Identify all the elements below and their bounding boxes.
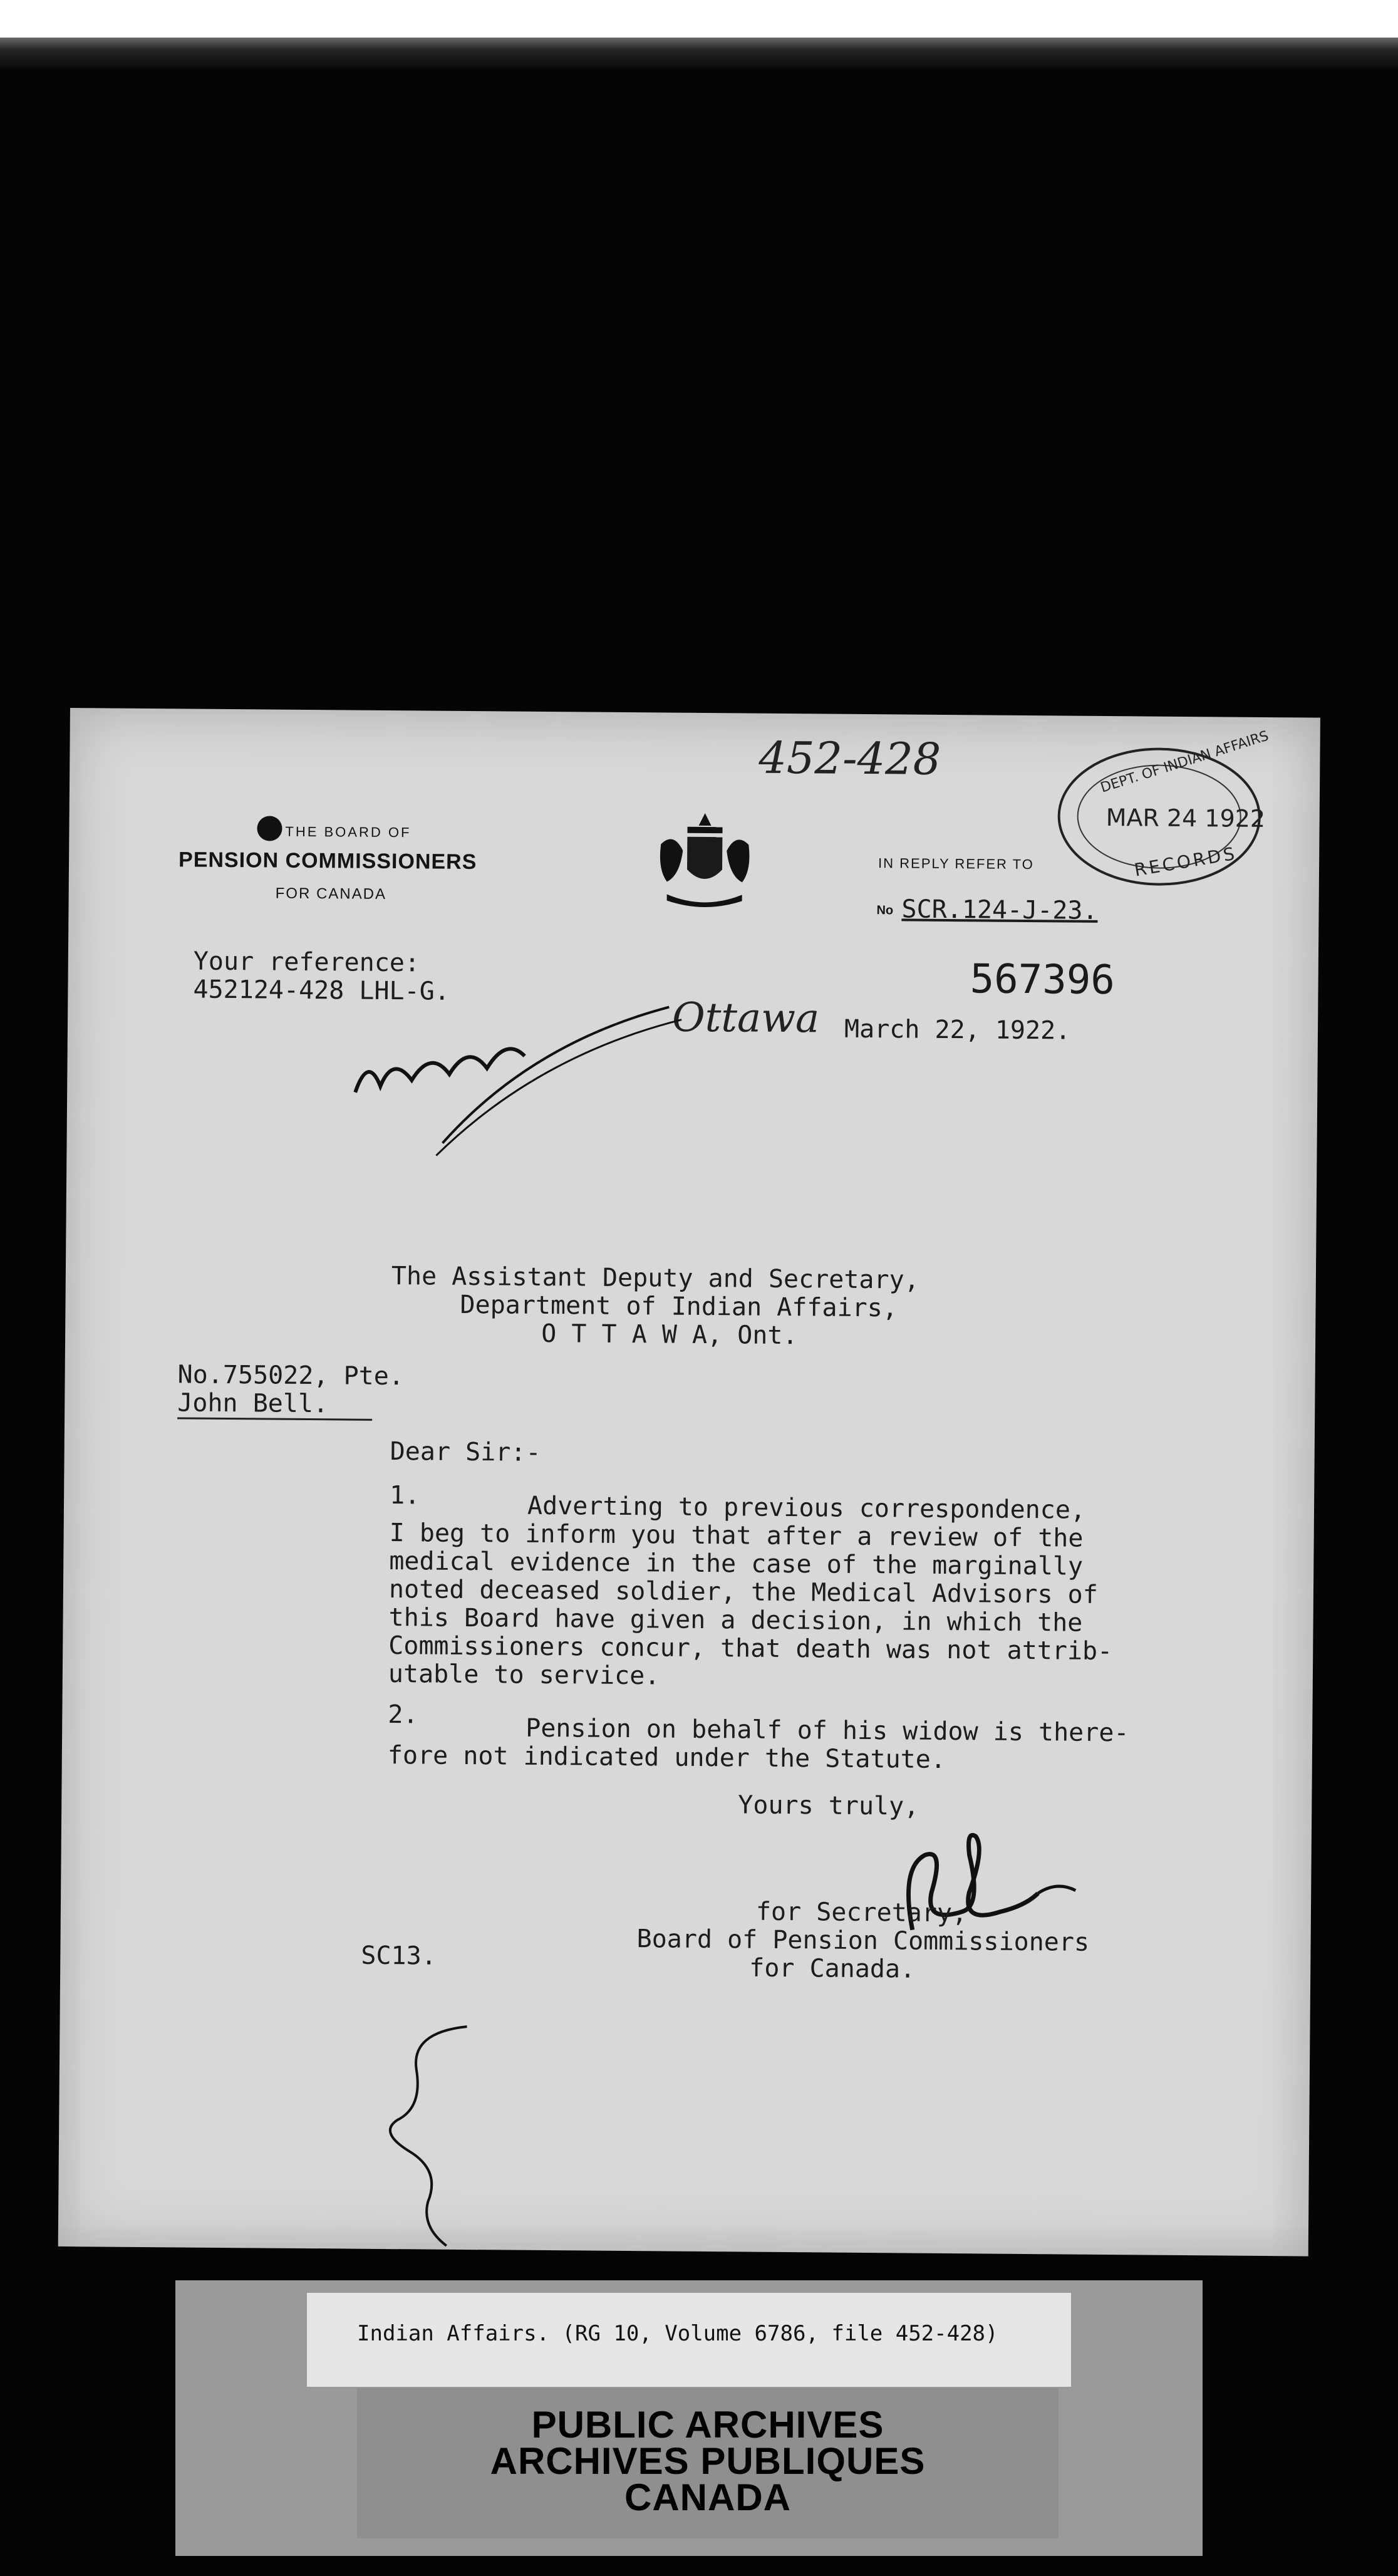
paragraph-1-line-2: I beg to inform you that after a review of the (389, 1519, 1084, 1553)
stamp-top-text: DEPT. OF INDIAN AFFAIRS (1099, 728, 1271, 796)
paragraph-1-line-6: Commissioners concur, that death was not attrib- (388, 1631, 1113, 1666)
film-edge (0, 38, 1398, 69)
archive-line-2: ARCHIVES PUBLIQUES (490, 2440, 926, 2482)
archive-citation: Indian Affairs. (RG 10, Volume 6786, file 452-428) (357, 2321, 998, 2346)
archive-citation-card (307, 2293, 1071, 2387)
closing: Yours truly, (738, 1790, 919, 1821)
reply-refer-label: IN REPLY REFER TO (878, 855, 1034, 873)
coat-of-arms-icon (648, 806, 761, 913)
paragraph-1-line-1: Adverting to previous correspondence, (527, 1491, 1086, 1525)
stamp-bottom-text: RECORDS (1132, 843, 1239, 881)
paragraph-2-line-1: Pension on behalf of his widow is there- (526, 1713, 1129, 1748)
archive-stamp (357, 2388, 1059, 2538)
paragraph-1-line-3: medical evidence in the case of the marginally (389, 1547, 1084, 1581)
paragraph-1-line-5: this Board have given a decision, in which the (388, 1603, 1083, 1638)
typist-code: SC13. (361, 1941, 437, 1971)
letterhead-line-2: PENSION COMMISSIONERS (178, 848, 477, 875)
number-label: No (876, 903, 894, 918)
punch-hole (257, 816, 282, 841)
salutation: Dear Sir:- (390, 1437, 541, 1467)
your-reference-value: 452124-428 LHL-G. (193, 975, 450, 1006)
place-ottawa: Ottawa (671, 994, 820, 1042)
signature-line-1: for Secretary, (755, 1897, 968, 1928)
film-top-strip (0, 0, 1398, 38)
registry-number: 567396 (970, 956, 1116, 1004)
addressee-line-1: The Assistant Deputy and Secretary, (391, 1262, 919, 1295)
archive-line-3: CANADA (624, 2476, 791, 2518)
margin-scribble (371, 2013, 499, 2253)
subject-line-2: John Bell. (177, 1388, 372, 1420)
letterhead-line-3: FOR CANADA (275, 885, 387, 903)
handwritten-initials (342, 979, 719, 1170)
letterhead-line-1: THE BOARD OF (285, 823, 412, 841)
paragraph-2-line-2: fore not indicated under the Statute. (387, 1741, 946, 1775)
stamp-date: MAR 24 1922 (1105, 803, 1266, 833)
signature-line-2: Board of Pension Commissioners (636, 1924, 1090, 1957)
paragraph-1-number: 1. (389, 1481, 420, 1510)
paragraph-2-number: 2. (388, 1700, 418, 1730)
addressee-line-3: O T T A W A, Ont. (541, 1319, 798, 1351)
signature-line-3: for Canada. (749, 1953, 916, 1984)
your-reference-label: Your reference: (193, 947, 420, 978)
letter-date: March 22, 1922. (844, 1014, 1071, 1046)
paragraph-1-line-4: noted deceased soldier, the Medical Advisors of (388, 1575, 1098, 1609)
handwritten-file-number: 452-428 (759, 732, 941, 785)
subject-line-1: No.755022, Pte. (177, 1360, 405, 1391)
addressee-line-2: Department of Indian Affairs, (460, 1290, 898, 1323)
reference-number: SCR.124-J-23. (901, 895, 1098, 925)
paragraph-1-line-7: utable to service. (388, 1659, 660, 1691)
letter-page (58, 708, 1320, 2257)
archive-line-1: PUBLIC ARCHIVES (531, 2404, 884, 2446)
